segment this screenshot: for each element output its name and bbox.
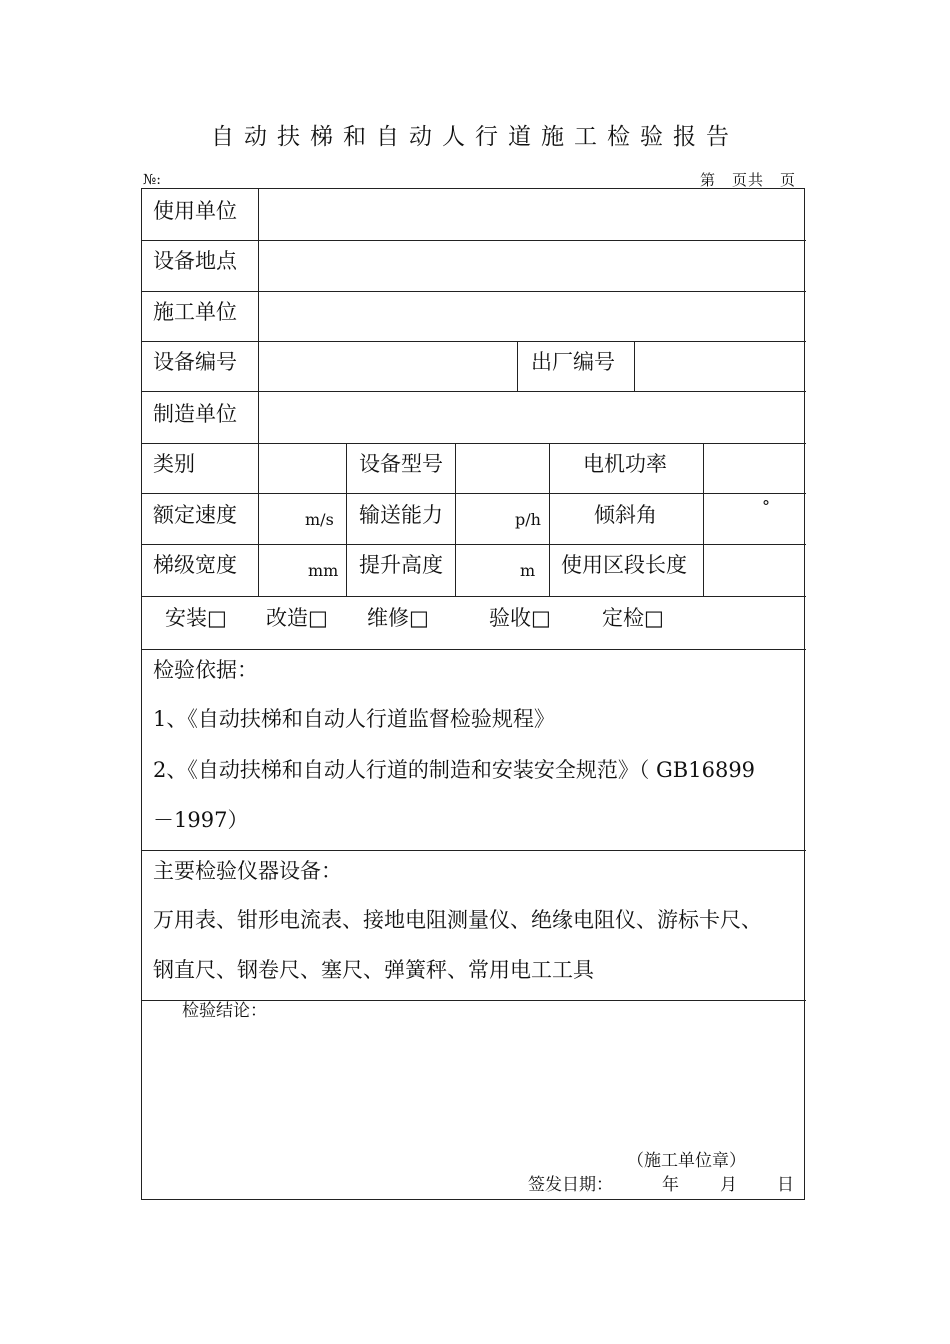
location-label: 设备地点 xyxy=(153,249,237,273)
speed-unit: m/s xyxy=(305,510,334,529)
basis-item-2: 2、《自动扶梯和自动人行道的制造和安装安全规范》（ GB16899 xyxy=(153,758,756,782)
step-width-label: 梯级宽度 xyxy=(153,553,237,577)
type-modify[interactable]: 改造□ xyxy=(266,606,328,630)
column-divider xyxy=(549,443,550,596)
factory-number-label: 出厂编号 xyxy=(531,350,615,374)
row-divider xyxy=(142,850,806,851)
basis-item-1: 1、《自动扶梯和自动人行道监督检验规程》 xyxy=(153,707,555,731)
capacity-unit: p/h xyxy=(515,510,541,529)
height-unit: m xyxy=(520,561,536,580)
column-divider xyxy=(703,443,704,596)
column-divider xyxy=(634,341,635,391)
model-label: 设备型号 xyxy=(359,452,443,476)
inclination-unit: ° xyxy=(762,497,770,516)
issue-day: 日 xyxy=(777,1175,794,1195)
page-count: 第 页共 页 xyxy=(700,171,797,189)
seal-label: （施工单位章） xyxy=(627,1151,746,1171)
type-acceptance[interactable]: 验收□ xyxy=(489,606,551,630)
motor-power-label: 电机功率 xyxy=(583,452,667,476)
report-title: 自动扶梯和自动人行道施工检验报告 xyxy=(211,124,739,150)
width-unit: mm xyxy=(308,561,339,580)
capacity-label: 输送能力 xyxy=(359,503,443,527)
section-length-label: 使用区段长度 xyxy=(561,553,687,577)
instruments-line-2: 钢直尺、钢卷尺、塞尺、弹簧秤、常用电工工具 xyxy=(153,958,594,982)
type-repair[interactable]: 维修□ xyxy=(367,606,429,630)
report-number-label: №: xyxy=(143,172,161,188)
row-divider xyxy=(142,341,806,342)
row-divider xyxy=(142,391,806,392)
category-label: 类别 xyxy=(153,452,195,476)
row-divider xyxy=(142,240,806,241)
issue-date-label: 签发日期： xyxy=(528,1175,613,1195)
column-divider xyxy=(258,189,259,596)
type-periodic[interactable]: 定检□ xyxy=(602,606,664,630)
column-divider xyxy=(346,443,347,596)
column-divider xyxy=(455,443,456,596)
rated-speed-label: 额定速度 xyxy=(153,503,237,527)
basis-label: 检验依据： xyxy=(153,658,258,682)
instruments-line-1: 万用表、钳形电流表、接地电阻测量仪、绝缘电阻仪、游标卡尺、 xyxy=(153,908,762,932)
report-table xyxy=(141,188,805,1200)
construction-unit-label: 施工单位 xyxy=(153,300,237,324)
equipment-number-label: 设备编号 xyxy=(153,350,237,374)
instruments-label: 主要检验仪器设备： xyxy=(153,859,342,883)
conclusion-label: 检验结论： xyxy=(182,1001,267,1021)
row-divider xyxy=(142,443,806,444)
row-divider xyxy=(142,544,806,545)
basis-item-2-cont: －1997） xyxy=(153,808,249,832)
lift-height-label: 提升高度 xyxy=(359,553,443,577)
row-divider xyxy=(142,493,806,494)
issue-year: 年 xyxy=(662,1175,679,1195)
type-install[interactable]: 安装□ xyxy=(165,606,227,630)
inclination-label: 倾斜角 xyxy=(594,503,657,527)
user-unit-label: 使用单位 xyxy=(153,199,237,223)
manufacturer-label: 制造单位 xyxy=(153,402,237,426)
row-divider xyxy=(142,596,806,597)
row-divider xyxy=(142,291,806,292)
column-divider xyxy=(517,341,518,391)
row-divider xyxy=(142,649,806,650)
issue-month: 月 xyxy=(720,1175,737,1195)
